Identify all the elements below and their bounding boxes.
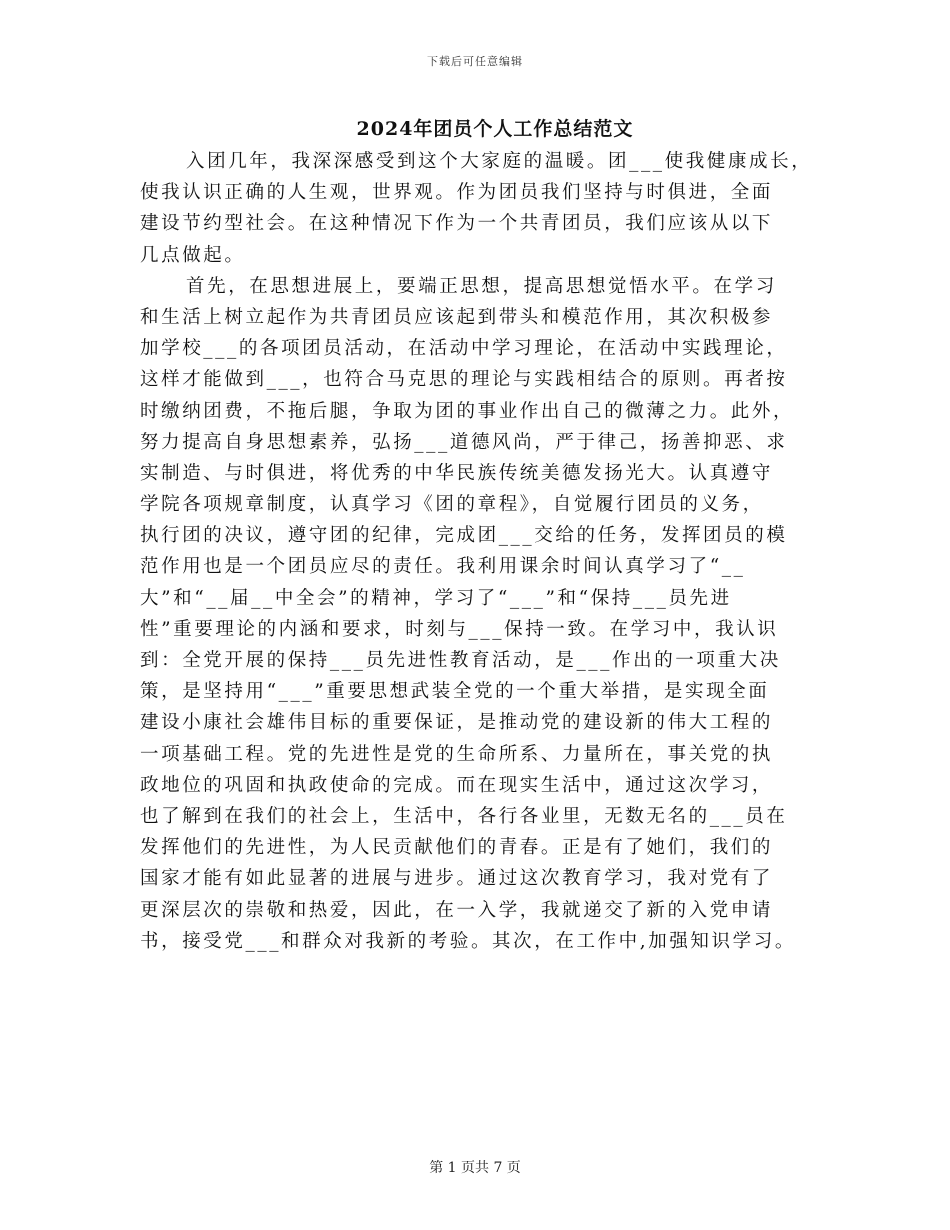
paragraph-line: 首先，在思想进展上，要端正思想，提高思想觉悟水平。在学习 [186,275,777,297]
paragraph-line: 国家才能有如此显著的进展与进步。通过这次教育学习，我对党有了 [140,868,774,890]
paragraph-line: 策，是坚持用“___”重要思想武装全党的一个重大举措，是实现全面 [140,681,770,703]
paragraph-line: 政地位的巩固和执政使命的完成。而在现实生活中，通过这次学习， [140,774,774,796]
page-number: 第 1 页共 7 页 [429,1160,521,1176]
paragraph-line: 入团几年，我深深感受到这个大家庭的温暖。团___使我健康成长， [186,151,813,172]
paragraph-line: 执行团的决议，遵守团的纪律，完成团___交给的任务，发挥团员的模 [140,525,788,547]
document-body [140,146,813,957]
paragraph-line: 学院各项规章制度，认真学习《团的章程》，自觉履行团员的义务， [140,494,764,516]
paragraph-line: 几点做起。 [140,244,246,266]
paragraph-line: 更深层次的崇敬和热爱，因此，在一入学，我就递交了新的入党申请 [140,899,774,921]
paragraph-line: 这样才能做到___，也符合马克思的理论与实践相结合的原则。再者按 [140,369,788,391]
paragraph-line: 建设小康社会雄伟目标的重要保证，是推动党的建设新的伟大工程的 [140,712,774,734]
paragraph-line: 加学校___的各项团员活动，在活动中学习理论，在活动中实践理论， [140,338,788,360]
paragraph-line: 也了解到在我们的社会上，生活中，各行各业里，无数无名的___员在 [140,805,788,827]
paragraph-line: 范作用也是一个团员应尽的责任。我利用课余时间认真学习了“__ [140,556,746,578]
paragraph-line: 到：全党开展的保持___员先进性教育活动，是___作出的一项重大决 [140,650,781,671]
paragraph-line: 大”和“__届__中全会”的精神，学习了“___”和“保持___员先进 [140,587,732,609]
paragraph-line: 努力提高自身思想素养，弘扬___道德风尚，严于律己，扬善抑恶、求 [140,431,788,453]
paragraph-line: 书，接受党___和群众对我新的考验。其次，在工作中,加强知识学习。 [140,930,796,952]
paragraph-line: 一项基础工程。党的先进性是党的生命所系、力量所在，事关党的执 [140,743,774,765]
document-title: 2024年团员个人工作总结范文 [356,118,634,140]
download-note: 下载后可任意编辑 [427,55,523,68]
paragraph-line: 实制造、与时俱进，将优秀的中华民族传统美德发扬光大。认真遵守 [140,462,774,484]
paragraph-line: 建设节约型社会。在这种情况下作为一个共青团员，我们应该从以下 [140,213,774,235]
paragraph-line: 发挥他们的先进性，为人民贡献他们的青春。正是有了她们，我们的 [140,837,774,859]
paragraph-line: 性”重要理论的内涵和要求，时刻与___保持一致。在学习中，我认识 [140,618,779,640]
paragraph-line: 时缴纳团费，不拖后腿，争取为团的事业作出自己的微薄之力。此外， [140,400,795,422]
paragraph-line: 使我认识正确的人生观，世界观。作为团员我们坚持与时俱进，全面 [140,182,774,204]
paragraph-line: 和生活上树立起作为共青团员应该起到带头和模范作用，其次积极参 [140,306,774,328]
